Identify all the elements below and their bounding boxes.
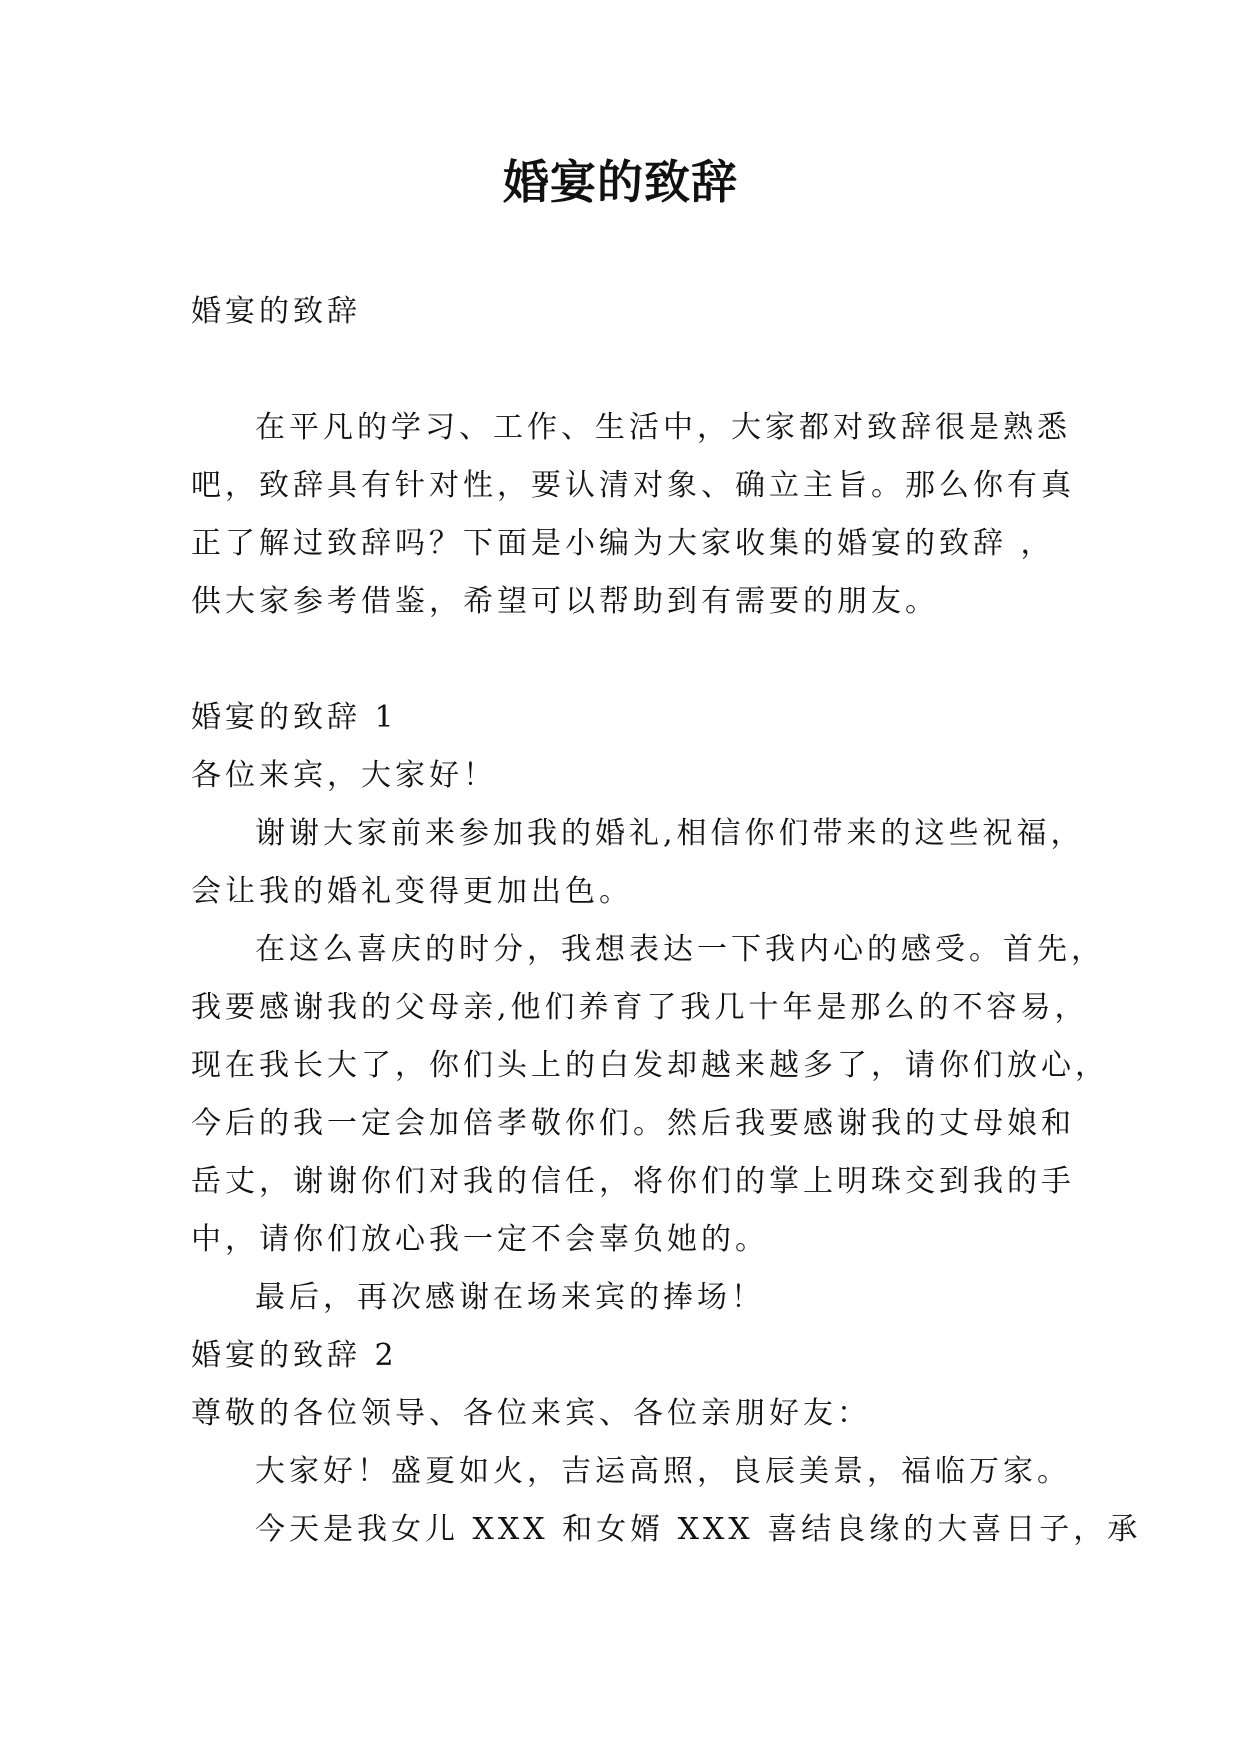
paragraph-line: 最后，再次感谢在场来宾的捧场！ bbox=[255, 1280, 765, 1315]
paragraph-line: 中，请你们放心我一定不会辜负她的。 bbox=[191, 1222, 769, 1257]
intro-heading: 婚宴的致辞 bbox=[191, 294, 361, 329]
paragraph-line: 现在我长大了，你们头上的白发却越来越多了，请你们放心， bbox=[191, 1048, 1109, 1083]
paragraph-line: 岳丈，谢谢你们对我的信任，将你们的掌上明珠交到我的手 bbox=[191, 1164, 1075, 1199]
section-heading: 婚宴的致辞 1 bbox=[191, 700, 398, 735]
paragraph-line: 在这么喜庆的时分，我想表达一下我内心的感受。首先， bbox=[255, 932, 1105, 967]
paragraph-line: 谢谢大家前来参加我的婚礼,相信你们带来的这些祝福， bbox=[255, 816, 1085, 851]
section-heading: 婚宴的致辞 2 bbox=[191, 1338, 398, 1373]
paragraph-line: 大家好！盛夏如火，吉运高照，良辰美景，福临万家。 bbox=[255, 1454, 1071, 1489]
paragraph-line: 今后的我一定会加倍孝敬你们。然后我要感谢我的丈母娘和 bbox=[191, 1106, 1075, 1141]
paragraph-line: 今天是我女儿 XXX 和女婿 XXX 喜结良缘的大喜日子，承 bbox=[255, 1512, 1142, 1547]
paragraph-line: 各位来宾，大家好！ bbox=[191, 758, 497, 793]
paragraph-line: 吧，致辞具有针对性，要认清对象、确立主旨。那么你有真 bbox=[191, 468, 1075, 503]
paragraph-line: 我要感谢我的父母亲,他们养育了我几十年是那么的不容易， bbox=[191, 990, 1089, 1025]
paragraph-line: 供大家参考借鉴，希望可以帮助到有需要的朋友。 bbox=[191, 584, 939, 619]
paragraph-line: 正了解过致辞吗？下面是小编为大家收集的婚宴的致辞 ， bbox=[191, 526, 1055, 561]
paragraph-line: 尊敬的各位领导、各位来宾、各位亲朋好友： bbox=[191, 1396, 871, 1431]
document-title: 婚宴的致辞 bbox=[503, 155, 738, 209]
paragraph-line: 会让我的婚礼变得更加出色。 bbox=[191, 874, 633, 909]
paragraph-line: 在平凡的学习、工作、生活中，大家都对致辞很是熟悉 bbox=[255, 410, 1071, 445]
